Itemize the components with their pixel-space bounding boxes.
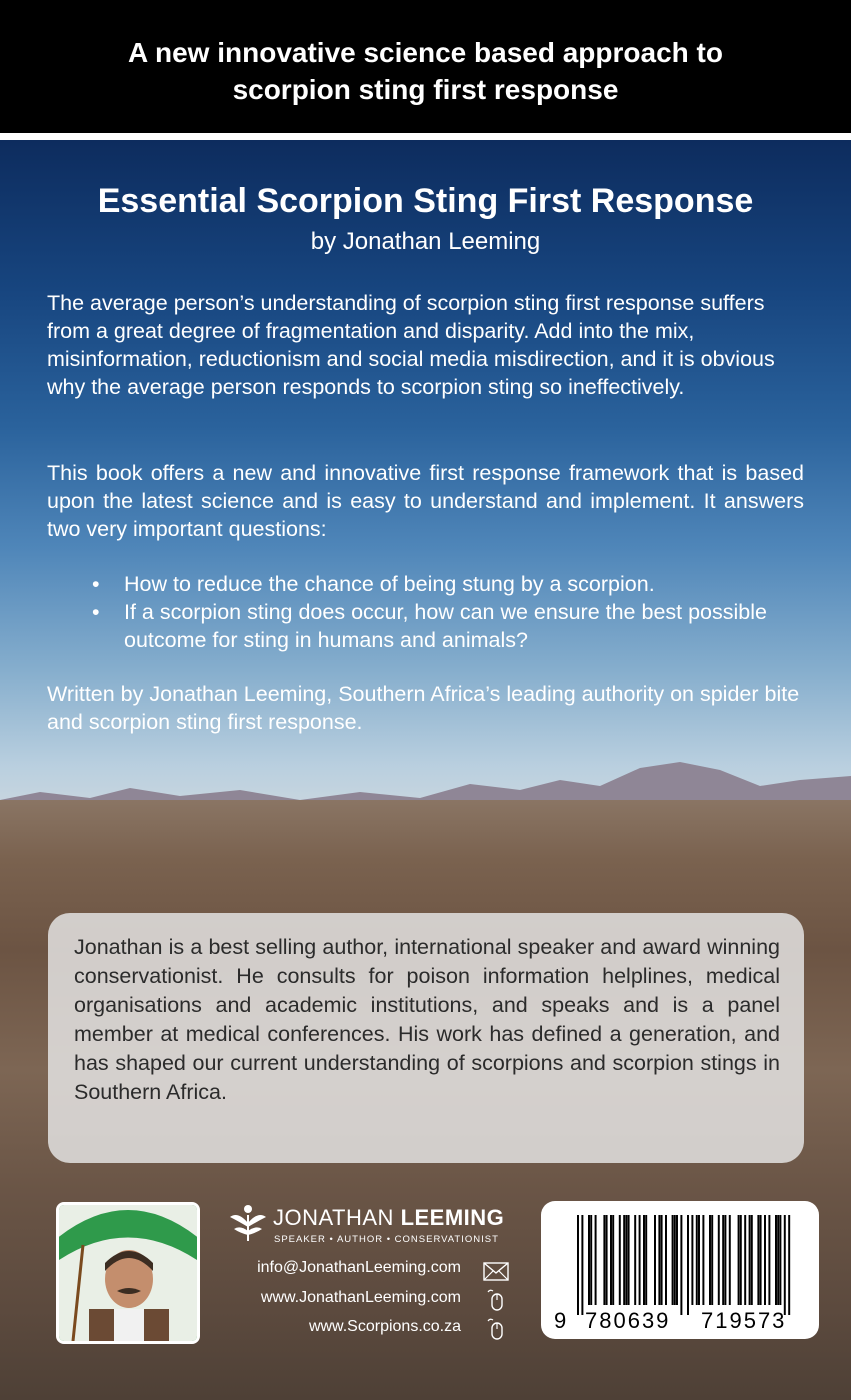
barcode-bar xyxy=(623,1215,625,1305)
barcode-bar xyxy=(645,1215,647,1305)
book-byline: by Jonathan Leeming xyxy=(310,228,541,255)
barcode-bar xyxy=(672,1215,674,1305)
barcode-bar xyxy=(606,1215,608,1305)
barcode-bar xyxy=(722,1215,724,1305)
barcode-bar xyxy=(658,1215,660,1305)
barcode-bar xyxy=(696,1215,698,1305)
barcode-bar xyxy=(768,1215,770,1305)
author-bio-text: Jonathan is a best selling author, international speaker and award winning conservationist. He consults for poison information helplines, medical organisations and academic institutions, and speaks and is a panel member at medical conferences. His work has defined a generation, and has shaped our current understanding of scorpions and scorpion stings in Southern Africa. xyxy=(74,935,780,1104)
barcode-bar xyxy=(687,1215,689,1315)
barcode-bar xyxy=(784,1215,786,1315)
author-bio-box xyxy=(48,913,804,1163)
barcode-bar xyxy=(724,1215,726,1305)
book-title: Essential Scorpion Sting First Response xyxy=(97,182,754,220)
barcode-bar xyxy=(709,1215,711,1305)
barcode-bar xyxy=(744,1215,746,1305)
barcode-bar xyxy=(775,1215,777,1305)
barcode-bar xyxy=(610,1215,612,1305)
barcode-bar xyxy=(702,1215,704,1305)
barcode-bar xyxy=(674,1215,676,1305)
list-item xyxy=(92,598,804,654)
barcode-bar xyxy=(691,1215,693,1305)
barcode-bar xyxy=(751,1215,753,1305)
banner-line-2: scorpion sting first response xyxy=(232,74,619,105)
website-link[interactable]: www.Scorpions.co.za xyxy=(308,1318,461,1335)
barcode-bar xyxy=(718,1215,720,1305)
divider xyxy=(0,133,851,140)
barcode-bar xyxy=(639,1215,641,1305)
logo-tagline: SPEAKER • AUTHOR • CONSERVATIONIST xyxy=(274,1234,499,1245)
description-paragraph-2: This book offers a new and innovative first response framework that is based upon the latest science and is easy to understand and implement. It answers two very important questions: xyxy=(47,461,804,541)
barcode-bar xyxy=(788,1215,790,1315)
tree-person-icon xyxy=(226,1203,270,1243)
barcode-bar xyxy=(729,1215,731,1305)
isbn-group-2: 719573 xyxy=(701,1308,787,1333)
barcode-bar xyxy=(740,1215,742,1305)
barcode-bar xyxy=(698,1215,700,1305)
website-link[interactable]: www.JonathanLeeming.com xyxy=(260,1289,461,1306)
barcode-bar xyxy=(680,1215,682,1315)
barcode-bar xyxy=(676,1215,678,1305)
barcode-bar xyxy=(777,1215,779,1305)
barcode-bar xyxy=(603,1215,605,1305)
author-logo xyxy=(226,1203,516,1249)
barcode-bar xyxy=(711,1215,713,1305)
author-photo xyxy=(56,1202,200,1344)
top-banner xyxy=(0,0,851,133)
barcode-bar xyxy=(738,1215,740,1305)
barcode-bars xyxy=(577,1215,790,1315)
list-item-text: How to reduce the chance of being stung by a scorpion. xyxy=(124,572,655,596)
barcode-bar xyxy=(628,1215,630,1305)
barcode-bar xyxy=(619,1215,621,1305)
barcode-bar xyxy=(654,1215,656,1305)
isbn-prefix: 9 xyxy=(554,1308,567,1333)
barcode-bar xyxy=(588,1215,590,1305)
barcode-bar xyxy=(760,1215,762,1305)
barcode-bar xyxy=(577,1215,579,1315)
author-credit-paragraph: Written by Jonathan Leeming, Southern Africa’s leading authority on spider bite and scorpion sting first response. xyxy=(47,682,800,734)
banner-line-1: A new innovative science based approach to xyxy=(128,37,723,68)
list-item xyxy=(92,570,804,598)
logo-last-name: LEEMING xyxy=(400,1205,505,1230)
barcode-bar xyxy=(643,1215,645,1305)
list-item-text: If a scorpion sting does occur, how can we ensure the best possible outcome for sting in humans and animals? xyxy=(124,600,767,652)
mouse-click-icon xyxy=(480,1288,512,1312)
email-link[interactable]: info@JonathanLeeming.com xyxy=(257,1259,461,1276)
envelope-icon xyxy=(480,1260,512,1284)
logo-first-name: JONATHAN xyxy=(273,1205,394,1230)
barcode-bar xyxy=(612,1215,614,1305)
barcode-bar xyxy=(665,1215,667,1305)
barcode-bar xyxy=(661,1215,663,1305)
bullet-icon: • xyxy=(92,600,100,624)
barcode-bar xyxy=(757,1215,759,1305)
logo-wordmark xyxy=(273,1205,504,1231)
mouse-click-icon xyxy=(480,1317,512,1341)
barcode-bar xyxy=(764,1215,766,1305)
barcode-bar xyxy=(625,1215,627,1305)
description-paragraph-1: The average person’s understanding of scorpion sting first response suffers from a great degree of fragmentation and disparity. Add into the mix, misinformation, reductionism and social media misdirection, and it is obvious why the average person responds to scorpion sting so ineffectively. xyxy=(47,291,775,399)
isbn-barcode xyxy=(541,1201,819,1339)
barcode-bar xyxy=(590,1215,592,1305)
barcode-bar xyxy=(749,1215,751,1305)
bullet-icon: • xyxy=(92,572,100,596)
barcode-bar xyxy=(634,1215,636,1305)
barcode-bar xyxy=(779,1215,781,1305)
barcode-bar xyxy=(581,1215,583,1315)
question-list xyxy=(92,570,804,654)
isbn-group-1: 780639 xyxy=(585,1308,671,1333)
barcode-bar xyxy=(595,1215,597,1305)
